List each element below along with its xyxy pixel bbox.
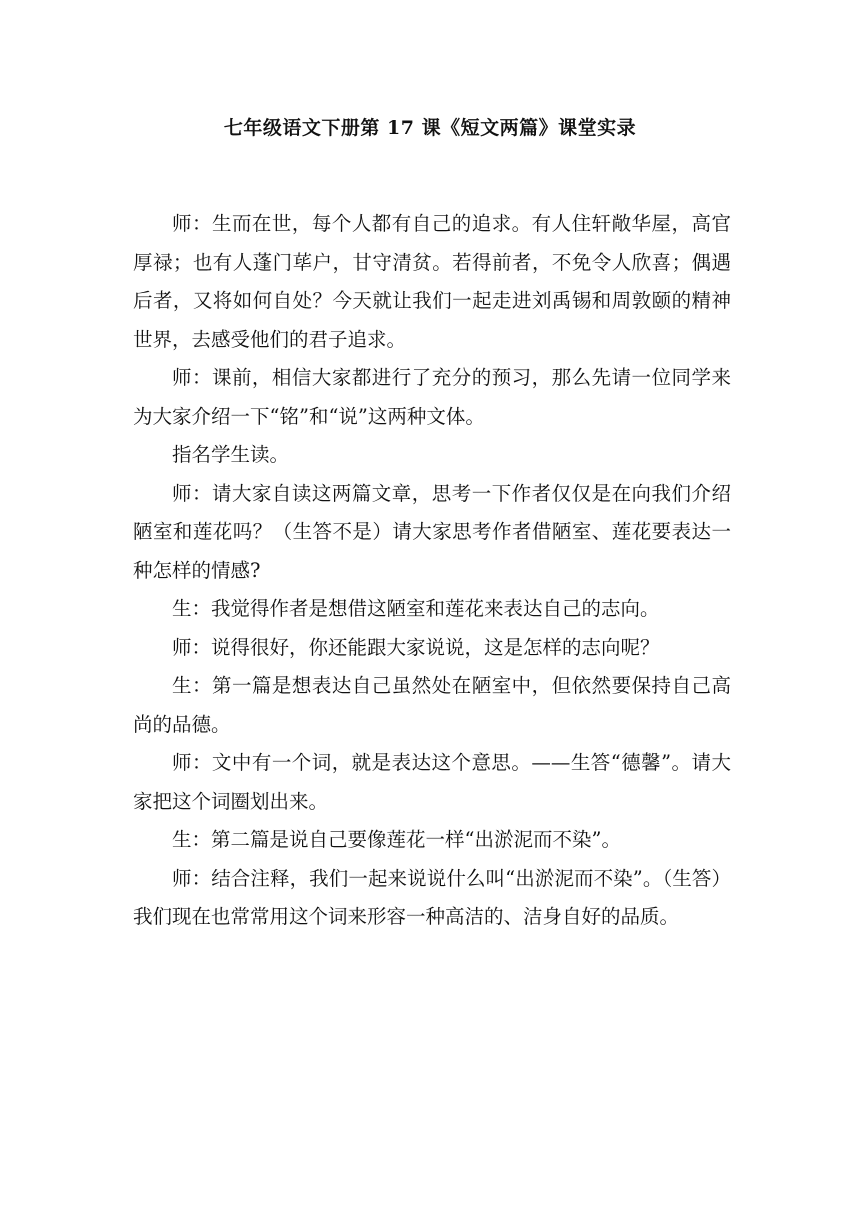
paragraph: 指名学生读。 — [172, 443, 290, 466]
paragraph: 生：第一篇是想表达自己虽然处在陋室中，但依然要保持自己高尚的品德。 — [133, 674, 731, 736]
paragraph: 师：生而在世，每个人都有自己的追求。有人住轩敞华屋，高官厚禄；也有人蓬门荜户，甘守清贫。若得前者，不免令人欣喜；偶遇后者，又将如何自处？今天就让我们一起走进刘禹锡和周敦颐的精神世界，去感受他们的君子追求。 — [133, 212, 731, 351]
paragraph: 师：课前，相信大家都进行了充分的预习，那么先请一位同学来为大家介绍一下“铭”和“说”这两种文体。 — [133, 366, 731, 428]
paragraph: 生：第二篇是说自己要像莲花一样“出淤泥而不染”。 — [172, 828, 621, 851]
paragraph: 师：说得很好，你还能跟大家说说，这是怎样的志向呢？ — [172, 635, 660, 659]
paragraph: 生：我觉得作者是想借这陋室和莲花来表达自己的志向。 — [172, 597, 660, 620]
paragraph: 师：请大家自读这两篇文章，思考一下作者仅仅是在向我们介绍陋室和莲花吗？（生答不是）请大家思考作者借陋室、莲花要表达一种怎样的情感? — [133, 481, 731, 582]
document-title: 七年级语文下册第 17 课《短文两篇》课堂实录 — [223, 117, 637, 139]
paragraph: 师：文中有一个词，就是表达这个意思。——生答“德馨”。请大家把这个词圈划出来。 — [133, 751, 731, 813]
document-body — [133, 205, 731, 937]
paragraph: 师：结合注释，我们一起来说说什么叫“出淤泥而不染”。（生答）我们现在也常常用这个词来形容一种高洁的、洁身自好的品质。 — [133, 866, 731, 928]
